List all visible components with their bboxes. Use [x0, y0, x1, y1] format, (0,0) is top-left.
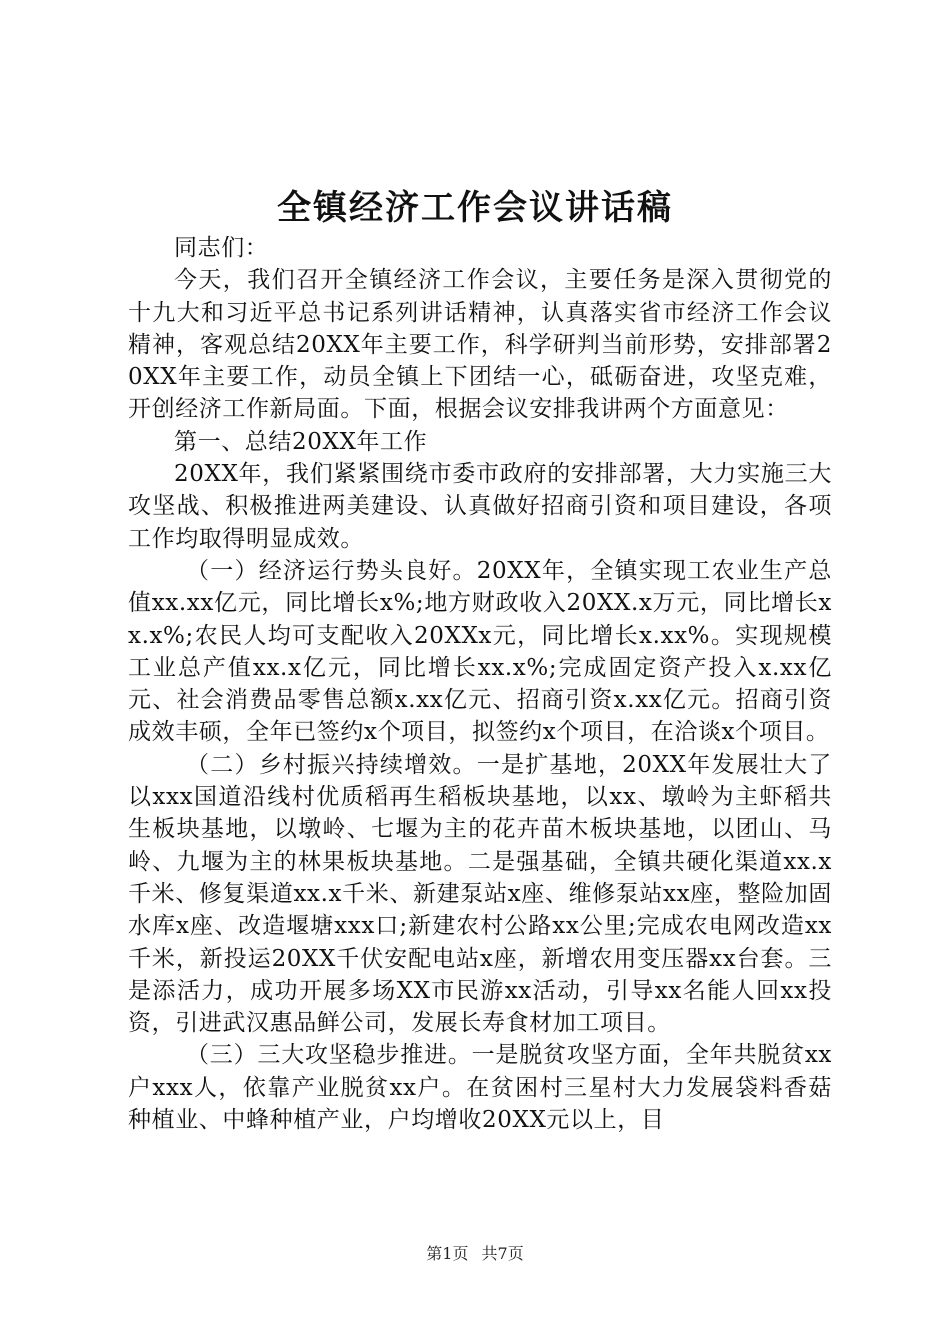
page-footer	[0, 1243, 950, 1265]
rural-revitalization-paragraph: （二）乡村振兴持续增效。一是扩基地，20XX年发展壮大了以xxx国道沿线村优质稻再生稻板块基地，以xx、墩岭为主虾稻共生板块基地，以墩岭、七堰为主的花卉苗木板块基地，以团山、马岭、九堰为主的林果板块基地。二是强基础，全镇共硬化渠道xx.x千米、修复渠道xx.x千米、新建泵站x座、维修泵站xx座，整险加固水库x座、改造堰塘xxx口;新建农村公路xx公里;完成农电网改造xx千米，新投运20XX千伏安配电站x座，新增农用变压器xx台套。三是添活力，成功开展多场XX市民游xx活动，引导xx名能人回xx投资，引进武汉惠品鲜公司，发展长寿食材加工项目。	[128, 751, 832, 1037]
salutation-paragraph: 同志们：	[174, 235, 269, 261]
economy-paragraph: （一）经济运行势头良好。20XX年，全镇实现工农业生产总值xx.xx亿元，同比增长x%;地方财政收入20XX.x万元，同比增长xx.x%;农民人均可支配收入20XXx元，同比增长x.xx%。实现规模工业总产值xx.x亿元，同比增长xx.x%;完成固定资产投入x.xx亿元、社会消费品零售总额x.xx亿元、招商引资x.xx亿元。招商引资成效丰硕，全年已签约x个项目，拟签约x个项目，在洽谈x个项目。	[128, 557, 832, 746]
document-body	[128, 232, 832, 1136]
three-battles-paragraph: （三）三大攻坚稳步推进。一是脱贫攻坚方面，全年共脱贫xx户xxx人，依靠产业脱贫xx户。在贫困村三星村大力发展袋料香菇种植业、中蜂种植产业，户均增收20XX元以上，目	[128, 1042, 832, 1134]
total-pages: 共7页	[481, 1244, 524, 1263]
document-title: 全镇经济工作会议讲话稿	[277, 188, 673, 228]
section-heading: 第一、总结20XX年工作	[174, 428, 428, 455]
page-number: 第1页	[426, 1244, 469, 1263]
intro-paragraph: 今天，我们召开全镇经济工作会议，主要任务是深入贯彻党的十九大和习近平总书记系列讲话精神，认真落实省市经济工作会议精神，客观总结20XX年主要工作，科学研判当前形势，安排部署20XX年主要工作，动员全镇上下团结一心，砥砺奋进，攻坚克难，开创经济工作新局面。下面，根据会议安排我讲两个方面意见：	[128, 267, 832, 423]
summary-paragraph: 20XX年，我们紧紧围绕市委市政府的安排部署，大力实施三大攻坚战、积极推进两美建设、认真做好招商引资和项目建设，各项工作均取得明显成效。	[128, 461, 832, 552]
